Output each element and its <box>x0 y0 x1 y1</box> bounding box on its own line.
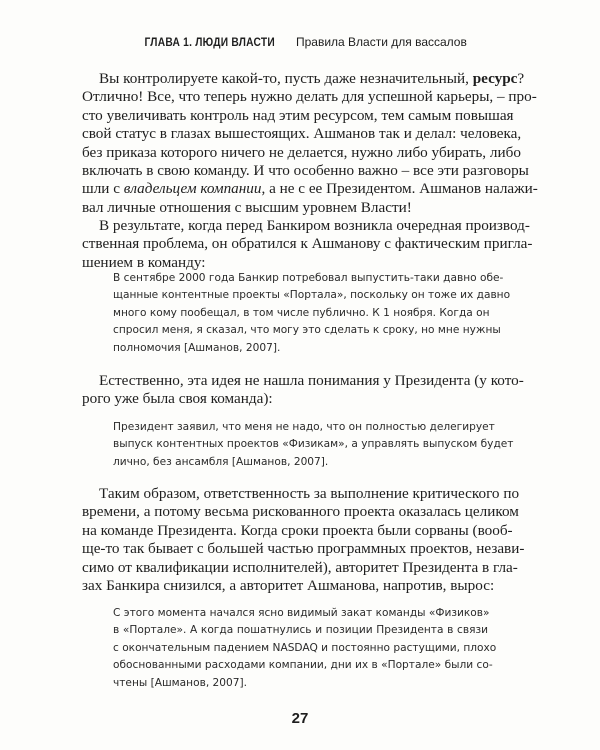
text-line: Президент заявил, что меня не надо, что он полностью делегирует <box>113 421 495 433</box>
text-line: Отлично! Все, что теперь нужно делать для успешной карьеры, – про- <box>82 88 537 106</box>
text-line: спросил меня, я сказал, что могу это сделать к сроку, но мне нужны <box>113 324 501 337</box>
text-line: включать в свою команду. И что особенно важно – все эти разговоры <box>82 162 529 180</box>
block-quote <box>113 270 511 357</box>
chapter-title: ГЛАВА 1. ЛЮДИ ВЛАСТИ <box>144 35 276 49</box>
section-title: Правила Власти для вассалов <box>295 35 467 49</box>
text-line: сто увеличивать контроль над этим ресурсом, тем самым повышая <box>82 106 514 124</box>
text-line: чтены [Ашманов, 2007]. <box>113 676 248 689</box>
paragraph <box>82 217 533 272</box>
bold-term: ресурс <box>472 70 518 87</box>
text-line: зах Банкира снизился, а авторитет Ашманова, напротив, вырос: <box>82 577 495 595</box>
block-quote <box>113 419 514 471</box>
text-line <box>82 70 525 88</box>
text-segment: шли с <box>82 180 124 198</box>
text-line: симо от квалификации исполнителей), авторитет Президента в гла- <box>82 558 518 576</box>
text-segment: ? <box>517 70 525 87</box>
running-header <box>0 35 600 49</box>
text-line: времени, а потому весьма рискованного проекта оказалась целиком <box>82 503 519 521</box>
paragraph <box>82 70 538 217</box>
text-line: без приказа которого ничего не делается, нужно либо убирать, либо <box>82 143 521 161</box>
paragraph <box>82 372 524 409</box>
text-line: полномочия [Ашманов, 2007]. <box>113 341 281 354</box>
text-line: ще-то так бывает с большей частью программных проектов, незави- <box>82 540 525 558</box>
text-line: обоснованными расходами компании, дни их в «Портале» были со- <box>113 659 493 672</box>
block-quote <box>113 605 497 692</box>
text-line: в «Портале». А когда пошатнулись и позиции Президента в связи <box>113 624 488 637</box>
text-line: шением в команду: <box>82 253 206 271</box>
text-line: свой статус в глазах вышестоящих. Ашманов так и делал: человека, <box>82 125 522 143</box>
text-segment: Вы контролируете какой-то, пусть даже незначительный, <box>99 70 473 87</box>
text-line: с окончательным падением NASDAQ и постоянно растущими, плохо <box>113 641 497 654</box>
paragraph <box>82 485 525 595</box>
text-line: много кому пообещал, в том числе публично. К 1 ноября. Когда он <box>113 306 490 319</box>
text-line: на команде Президента. Когда сроки проекта были сорваны (вооб- <box>82 521 513 539</box>
text-line: щанные контентные проекты «Портала», поскольку он тоже их давно <box>113 289 511 302</box>
text-line: ственная проблема, он обратился к Ашманову с фактическим пригла- <box>82 235 533 253</box>
text-line: В результате, когда перед Банкиром возникла очередная производ- <box>99 217 530 234</box>
text-line: лично, без ансамбля [Ашманов, 2007]. <box>113 455 329 468</box>
text-line: вал личные отношения с высшим уровнем Власти! <box>82 198 412 216</box>
text-line: С этого момента начался ясно видимый закат команды «Физиков» <box>113 607 490 619</box>
text-line <box>82 180 538 198</box>
italic-term: владельцем компании <box>123 180 262 198</box>
text-line: выпуск контентных проектов «Физикам», а управлять выпуском будет <box>113 438 514 451</box>
text-line: рого уже была своя команда): <box>82 390 273 408</box>
text-line: В сентябре 2000 года Банкир потребовал выпустить-таки давно обе- <box>113 272 504 284</box>
text-segment: , а не с ее Президентом. Ашманов налажи- <box>261 180 538 198</box>
page-number: 27 <box>291 710 309 727</box>
text-line: Естественно, эта идея не нашла понимания у Президента (у кото- <box>99 372 524 389</box>
text-line: Таким образом, ответственность за выполнение критического по <box>99 485 520 502</box>
